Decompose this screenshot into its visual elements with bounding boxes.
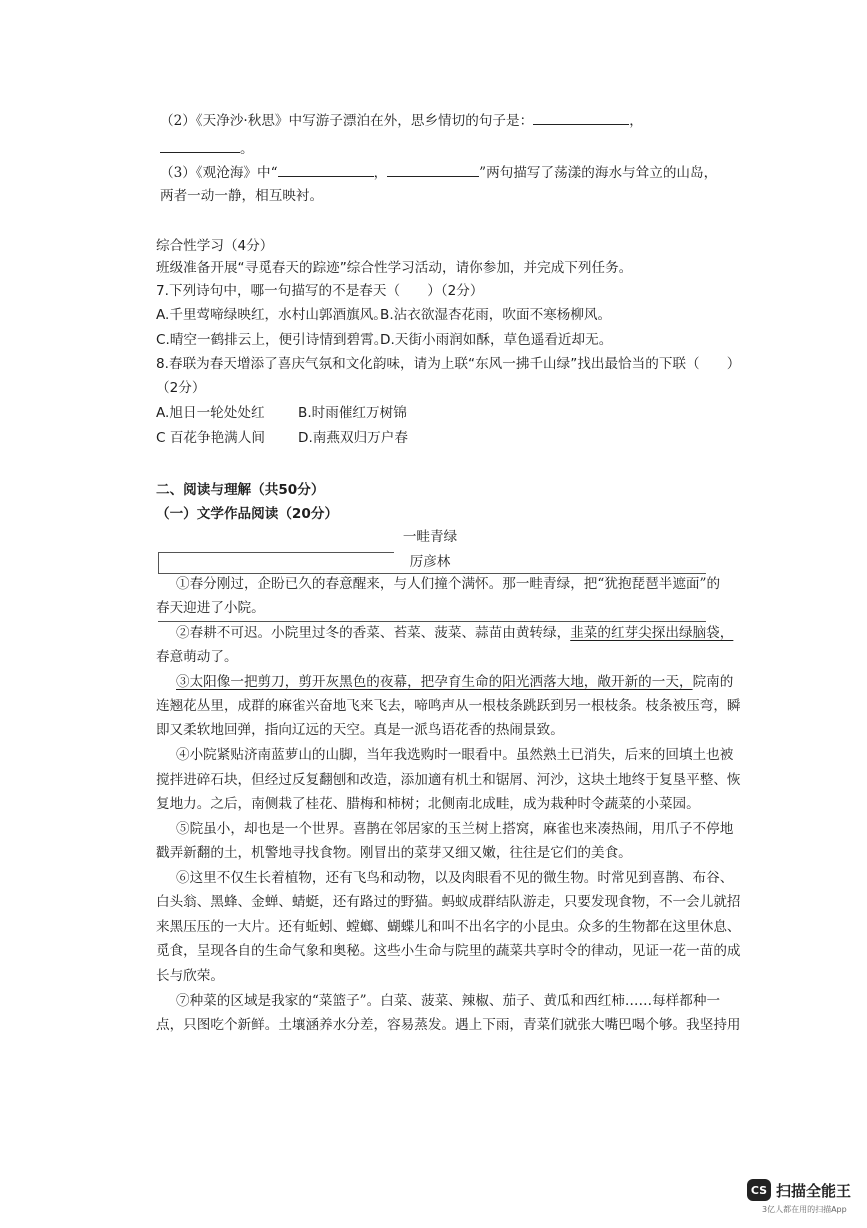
q3-blank-2 (387, 164, 479, 177)
paragraph-1-line: ①春分刚过，企盼已久的春意醒来，与人们撞个满怀。那一畦青绿，把“犹抱琵琶半遮面”的 (176, 576, 721, 592)
q3-blank-1 (278, 164, 374, 177)
section2-sub: （一）文学作品阅读（20分） (156, 506, 339, 522)
q2-blank-2 (160, 140, 240, 153)
section2-title: 二、阅读与理解（共50分） (156, 482, 325, 498)
q2-blank-1 (533, 112, 629, 125)
paragraph-2-text: ②春耕不可迟。小院里过冬的香菜、苔菜、菠菜、蒜苗由黄转绿， (176, 625, 571, 641)
q8-option-c: C 百花争艳满人间 (156, 430, 265, 446)
q7-option-d: D.天街小雨润如酥，草色遥看近却无。 (380, 332, 613, 348)
q7-option-c: C.晴空一鹤排云上，便引诗情到碧霄。 (156, 332, 388, 348)
q8-score: （2分） (156, 380, 206, 396)
q2-line2 (160, 139, 254, 159)
q7-option-b: B.沾衣欲湿杏花雨，吹面不寒杨柳风。 (380, 307, 612, 323)
article-author: 厉彦林 (409, 554, 451, 570)
paragraph-3-line (176, 672, 733, 692)
paragraph-4-line: 复地力。之后，南侧栽了桂花、腊梅和柿树；北侧南北成畦，成为栽种时令蔬菜的小菜园。 (156, 796, 700, 812)
camscanner-logo-icon: CS (747, 1179, 771, 1201)
q8-option-d: D.南燕双归万户春 (298, 430, 408, 446)
q2-text: （2）《天净沙·秋思》中写游子漂泊在外，思乡情切的句子是： (160, 113, 534, 129)
q3-sep: ， (373, 165, 388, 181)
section-comprehensive-intro: 班级准备开展“寻觅春天的踪迹”综合性学习活动，请你参加，并完成下列任务。 (156, 260, 633, 276)
footer-brand: 扫描全能王 (776, 1182, 852, 1200)
paragraph-1-line: 春天迎进了小院。 (156, 600, 265, 616)
q2-line: （2）《天净沙·秋思》中写游子漂泊在外，思乡情切的句子是： ， (160, 113, 643, 129)
paragraph-4-line: ④小院紧贴济南蓝萝山的山脚，当年我选购时一眼看中。虽然熟土已消失，后来的回填土也被 (176, 747, 734, 763)
paragraph-4-line: 搅拌进碎石块，但经过反复翻刨和改造，添加適有机土和锯屑、河沙，这块土地终于复垦平整、恢 (156, 772, 741, 788)
q7-option-a: A.千里莺啼绿映红，水村山郭酒旗风。 (156, 307, 387, 323)
q7-stem: 7.下列诗句中，哪一句描写的不是春天（ ）（2分） (156, 283, 484, 299)
paragraph-5-line: 戳弄新翻的土，机警地寻找食物。刚冒出的菜芽又细又嫩，往往是它们的美食。 (156, 845, 632, 861)
underlined-phrase: ③太阳像一把剪刀，剪开灰黑色的夜幕，把孕育生命的阳光洒落大地，敞开新的一天， (176, 674, 693, 690)
q3-prefix: （3）《观沧海》中“ (160, 165, 278, 181)
section-comprehensive-title: 综合性学习（4分） (156, 238, 274, 254)
paragraph-2-line (176, 623, 733, 643)
paragraph-3-line: 即又柔软地回弹，指向辽远的天空。真是一派鸟语花香的热闹景致。 (156, 722, 564, 738)
scan-rule (158, 552, 394, 553)
paragraph-3-line: 连翘花丛里，成群的麻雀兴奋地飞来飞去，啼鸣声从一根枝条跳跃到另一根枝条。枝条被压弯，瞬 (156, 698, 741, 714)
paragraph-7-line: ⑦种菜的区域是我家的“菜篮子”。白菜、菠菜、辣椒、茄子、黄瓜和西红柿……每样都种一 (176, 993, 721, 1009)
underlined-phrase: 韭菜的红芽尖探出绿脑袋， (570, 625, 734, 641)
paragraph-6-line: ⑥这里不仅生长着植物，还有飞鸟和动物，以及肉眼看不见的微生物。时常见到喜鹊、布谷、 (176, 870, 734, 886)
paragraph-3-tail: 院南的 (692, 674, 734, 690)
q3-suffix: ”两句描写了荡漾的海水与耸立的山岛， (479, 165, 718, 181)
scan-rule (158, 552, 159, 574)
paragraph-6-line: 来黑压压的一大片。还有蚯蚓、螳螂、蝴蝶儿和叫不出名字的小昆虫。众多的生物都在这里休息、 (156, 919, 741, 935)
q8-option-b: B.时雨催红万树锦 (298, 405, 407, 421)
scan-rule (158, 621, 706, 622)
q3-line2: 两者一动一静，相互映衬。 (160, 188, 324, 204)
paragraph-5-line: ⑤院虽小，却也是一个世界。喜鹊在邻居家的玉兰树上搭窝，麻雀也来凑热闹，用爪子不停地 (176, 821, 734, 837)
q2-end: 。 (240, 141, 254, 157)
paragraph-6-line: 长与欣荣。 (156, 968, 224, 984)
q8-stem: 8.春联为春天增添了喜庆气氛和文化韵味，请为上联“东风一拂千山绿”找出最恰当的下联（ ） (156, 356, 741, 372)
paragraph-7-line: 点，只图吃个新鲜。土壤涵养水分差，容易蒸发。遇上下雨，青菜们就张大嘴巴喝个够。我坚持用 (156, 1017, 741, 1033)
paragraph-6-line: 觅食，呈现各自的生命气象和奥秘。这些小生命与院里的蔬菜共享时令的律动，见证一花一苗的成 (156, 943, 741, 959)
q8-option-a: A.旭日一轮处处红 (156, 405, 265, 421)
paragraph-6-line: 白头翁、黑蜂、金蝉、蜻蜓，还有路过的野猫。蚂蚁成群结队游走，只要发现食物，不一会儿就招 (156, 894, 741, 910)
footer-tagline: 3亿人都在用的扫描App (762, 1205, 847, 1214)
q3-line1 (160, 163, 717, 183)
paragraph-2-line: 春意萌动了。 (156, 649, 238, 665)
article-title: 一畦青绿 (402, 529, 458, 545)
